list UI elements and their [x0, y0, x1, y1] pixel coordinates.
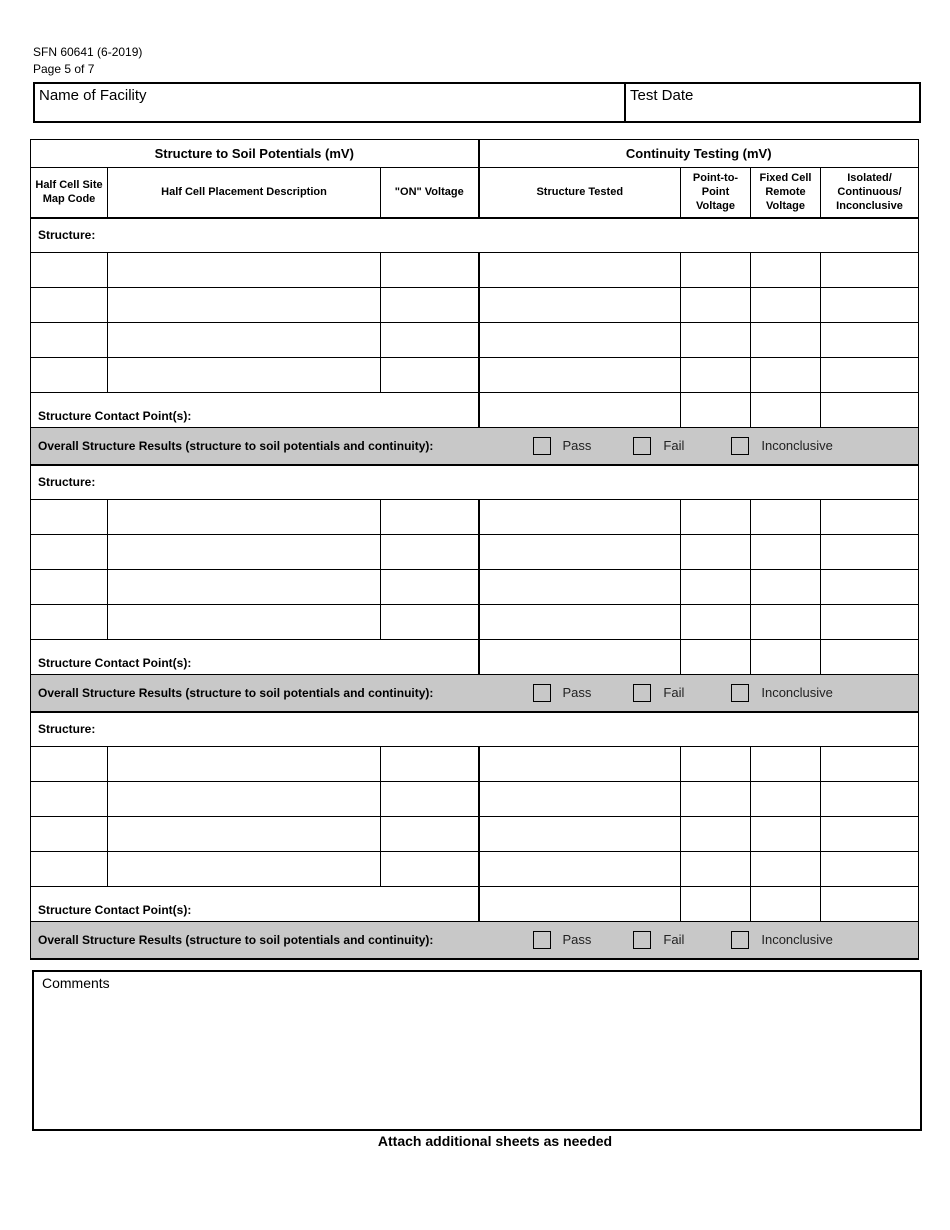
entry-cell[interactable] — [821, 887, 919, 922]
structure-label[interactable]: Structure: — [31, 712, 919, 747]
col-structure-tested: Structure Tested — [479, 168, 681, 218]
entry-cell[interactable] — [751, 817, 821, 852]
col-placement-description: Half Cell Placement Description — [108, 168, 381, 218]
entry-cell[interactable] — [681, 887, 751, 922]
entry-cell[interactable] — [751, 782, 821, 817]
entry-cell[interactable] — [381, 358, 479, 393]
pass-checkbox[interactable] — [533, 931, 551, 949]
entry-cell[interactable] — [479, 887, 681, 922]
results-options — [479, 675, 919, 712]
col-point-to-point-voltage: Point-to-Point Voltage — [681, 168, 751, 218]
inconclusive-label: Inconclusive — [761, 932, 833, 948]
entry-cell[interactable] — [108, 253, 381, 288]
table-row — [31, 323, 919, 358]
entry-cell[interactable] — [381, 747, 479, 782]
entry-cell[interactable] — [681, 323, 751, 358]
entry-cell[interactable] — [108, 570, 381, 605]
entry-cell[interactable] — [381, 570, 479, 605]
structure-label[interactable]: Structure: — [31, 218, 919, 253]
entry-cell[interactable] — [108, 782, 381, 817]
entry-cell[interactable] — [681, 782, 751, 817]
entry-cell[interactable] — [479, 852, 681, 887]
entry-cell[interactable] — [31, 605, 108, 640]
entry-cell[interactable] — [751, 747, 821, 782]
entry-cell[interactable] — [108, 747, 381, 782]
overall-results-label: Overall Structure Results (structure to soil potentials and continuity): — [31, 428, 479, 465]
fail-label: Fail — [663, 932, 685, 948]
entry-cell[interactable] — [821, 323, 919, 358]
entry-cell[interactable] — [751, 640, 821, 675]
entry-cell[interactable] — [31, 323, 108, 358]
inconclusive-label: Inconclusive — [761, 685, 833, 701]
entry-cell[interactable] — [821, 817, 919, 852]
table-row — [31, 852, 919, 887]
entry-cell[interactable] — [681, 358, 751, 393]
entry-cell[interactable] — [751, 887, 821, 922]
structure-label[interactable]: Structure: — [31, 465, 919, 500]
entry-cell[interactable] — [821, 500, 919, 535]
pass-checkbox[interactable] — [533, 437, 551, 455]
pass-checkbox[interactable] — [533, 684, 551, 702]
entry-cell[interactable] — [821, 605, 919, 640]
entry-cell[interactable] — [751, 535, 821, 570]
comments-box[interactable] — [32, 970, 922, 1131]
overall-results-label: Overall Structure Results (structure to soil potentials and continuity): — [31, 675, 479, 712]
pass-option[interactable] — [533, 684, 592, 702]
entry-cell[interactable] — [479, 500, 681, 535]
entry-cell[interactable] — [821, 747, 919, 782]
entry-cell[interactable] — [479, 393, 681, 428]
entry-cell[interactable] — [108, 288, 381, 323]
col-fixed-cell-remote-voltage: Fixed Cell Remote Voltage — [751, 168, 821, 218]
entry-cell[interactable] — [479, 782, 681, 817]
table-row — [31, 570, 919, 605]
fail-option[interactable] — [633, 931, 684, 949]
results-grid — [30, 139, 919, 960]
entry-cell[interactable] — [681, 500, 751, 535]
fail-checkbox[interactable] — [633, 437, 651, 455]
entry-cell[interactable] — [821, 852, 919, 887]
table-row — [31, 288, 919, 323]
fail-option[interactable] — [633, 684, 684, 702]
results-options — [479, 922, 919, 959]
entry-cell[interactable] — [381, 535, 479, 570]
pass-option[interactable] — [533, 931, 592, 949]
entry-cell[interactable] — [821, 358, 919, 393]
page-number: Page 5 of 7 — [33, 62, 95, 76]
fail-checkbox[interactable] — [633, 931, 651, 949]
fail-label: Fail — [663, 685, 685, 701]
entry-cell[interactable] — [108, 500, 381, 535]
test-date-label: Test Date — [630, 87, 694, 104]
entry-cell[interactable] — [681, 605, 751, 640]
entry-cell[interactable] — [751, 605, 821, 640]
fail-label: Fail — [663, 438, 685, 454]
overall-results-label: Overall Structure Results (structure to soil potentials and continuity): — [31, 922, 479, 959]
entry-cell[interactable] — [31, 500, 108, 535]
inconclusive-checkbox[interactable] — [731, 931, 749, 949]
table-row — [31, 535, 919, 570]
entry-cell[interactable] — [751, 288, 821, 323]
pass-label: Pass — [562, 932, 592, 948]
col-site-map-code: Half Cell Site Map Code — [31, 168, 108, 218]
inconclusive-option[interactable] — [731, 931, 833, 949]
table-row — [31, 782, 919, 817]
table-row — [31, 817, 919, 852]
entry-cell[interactable] — [479, 253, 681, 288]
contact-point-label[interactable]: Structure Contact Point(s): — [31, 640, 479, 675]
test-date-field[interactable] — [626, 84, 919, 121]
entry-cell[interactable] — [681, 852, 751, 887]
results-options — [479, 428, 919, 465]
inconclusive-option[interactable] — [731, 684, 833, 702]
entry-cell[interactable] — [681, 535, 751, 570]
entry-cell[interactable] — [751, 393, 821, 428]
contact-point-label[interactable]: Structure Contact Point(s): — [31, 393, 479, 428]
entry-cell[interactable] — [681, 253, 751, 288]
entry-cell[interactable] — [31, 817, 108, 852]
entry-cell[interactable] — [108, 358, 381, 393]
left-section-title: Structure to Soil Potentials (mV) — [31, 140, 479, 168]
fail-checkbox[interactable] — [633, 684, 651, 702]
entry-cell[interactable] — [381, 253, 479, 288]
entry-cell[interactable] — [31, 852, 108, 887]
facility-name-field[interactable] — [35, 84, 626, 121]
entry-cell[interactable] — [821, 640, 919, 675]
table-row — [31, 500, 919, 535]
entry-cell[interactable] — [479, 817, 681, 852]
pass-option[interactable] — [533, 437, 592, 455]
entry-cell[interactable] — [751, 500, 821, 535]
col-on-voltage: "ON" Voltage — [381, 168, 479, 218]
entry-cell[interactable] — [821, 253, 919, 288]
entry-cell[interactable] — [108, 323, 381, 358]
entry-cell[interactable] — [381, 852, 479, 887]
inconclusive-label: Inconclusive — [761, 438, 833, 454]
entry-cell[interactable] — [108, 535, 381, 570]
pass-label: Pass — [562, 685, 592, 701]
entry-cell[interactable] — [681, 393, 751, 428]
inconclusive-checkbox[interactable] — [731, 437, 749, 455]
right-section-title: Continuity Testing (mV) — [479, 140, 919, 168]
entry-cell[interactable] — [681, 288, 751, 323]
entry-cell[interactable] — [381, 288, 479, 323]
entry-cell[interactable] — [681, 747, 751, 782]
entry-cell[interactable] — [751, 358, 821, 393]
entry-cell[interactable] — [31, 570, 108, 605]
table-row — [31, 747, 919, 782]
form-number: SFN 60641 (6-2019) — [33, 45, 143, 59]
entry-cell[interactable] — [108, 852, 381, 887]
entry-cell[interactable] — [821, 570, 919, 605]
entry-cell[interactable] — [381, 782, 479, 817]
entry-cell[interactable] — [751, 852, 821, 887]
entry-cell[interactable] — [479, 640, 681, 675]
entry-cell[interactable] — [821, 288, 919, 323]
entry-cell[interactable] — [31, 288, 108, 323]
contact-point-label[interactable]: Structure Contact Point(s): — [31, 887, 479, 922]
entry-cell[interactable] — [479, 323, 681, 358]
entry-cell[interactable] — [751, 570, 821, 605]
comments-label: Comments — [42, 975, 110, 991]
table-row — [31, 253, 919, 288]
entry-cell[interactable] — [479, 358, 681, 393]
form-header — [33, 44, 142, 78]
col-isolated-continuous: Isolated/ Continuous/ Inconclusive — [821, 168, 919, 218]
entry-cell[interactable] — [681, 817, 751, 852]
entry-cell[interactable] — [681, 570, 751, 605]
entry-cell[interactable] — [479, 288, 681, 323]
entry-cell[interactable] — [479, 605, 681, 640]
entry-cell[interactable] — [681, 640, 751, 675]
entry-cell[interactable] — [381, 323, 479, 358]
entry-cell[interactable] — [381, 500, 479, 535]
entry-cell[interactable] — [751, 253, 821, 288]
entry-cell[interactable] — [108, 605, 381, 640]
facility-name-label: Name of Facility — [39, 87, 147, 104]
entry-cell[interactable] — [31, 358, 108, 393]
entry-cell[interactable] — [381, 605, 479, 640]
entry-cell[interactable] — [821, 535, 919, 570]
entry-cell[interactable] — [108, 817, 381, 852]
table-row — [31, 358, 919, 393]
attach-note: Attach additional sheets as needed — [377, 1133, 613, 1149]
entry-cell[interactable] — [31, 747, 108, 782]
facility-date-box — [33, 82, 921, 123]
pass-label: Pass — [562, 438, 592, 454]
entry-cell[interactable] — [479, 747, 681, 782]
entry-cell[interactable] — [31, 535, 108, 570]
inconclusive-checkbox[interactable] — [731, 684, 749, 702]
entry-cell[interactable] — [479, 570, 681, 605]
entry-cell[interactable] — [479, 535, 681, 570]
entry-cell[interactable] — [381, 817, 479, 852]
entry-cell[interactable] — [821, 782, 919, 817]
inconclusive-option[interactable] — [731, 437, 833, 455]
entry-cell[interactable] — [31, 253, 108, 288]
fail-option[interactable] — [633, 437, 684, 455]
entry-cell[interactable] — [821, 393, 919, 428]
table-row — [31, 605, 919, 640]
entry-cell[interactable] — [751, 323, 821, 358]
entry-cell[interactable] — [31, 782, 108, 817]
